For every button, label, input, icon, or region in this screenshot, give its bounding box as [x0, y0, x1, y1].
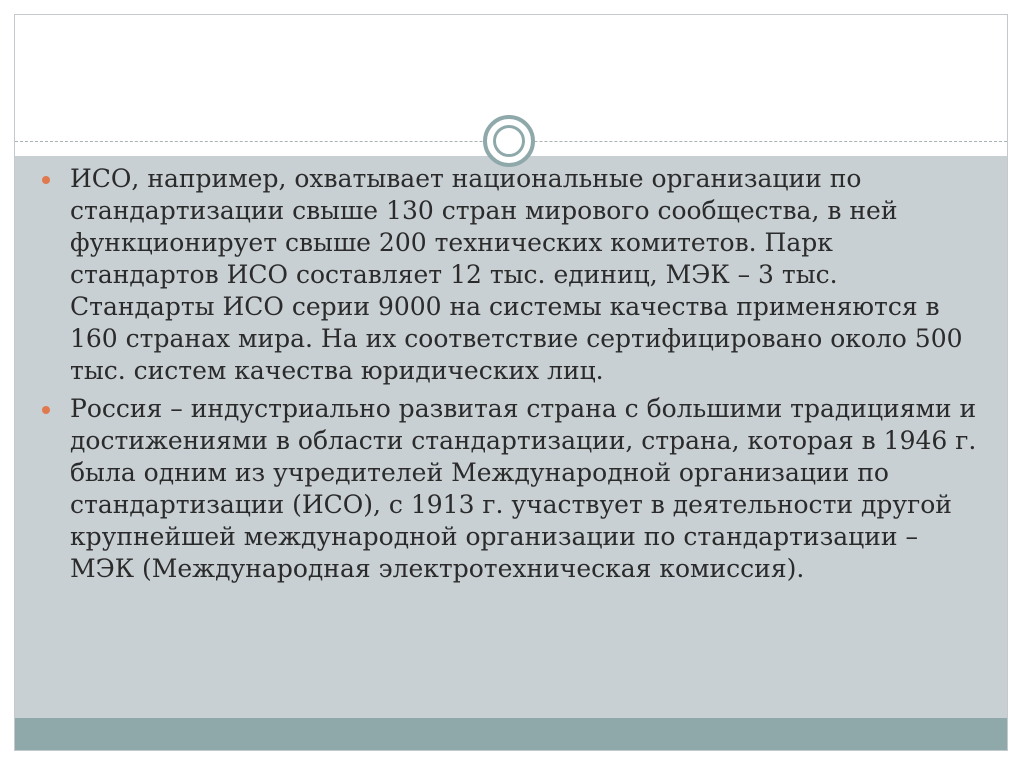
ring-inner: [493, 125, 525, 157]
double-ring-icon: [483, 115, 535, 167]
bullet-dot-icon: [42, 176, 50, 184]
footer-band: [15, 718, 1007, 751]
bullet-dot-icon: [42, 406, 50, 414]
bullet-text: Россия – индустриально развитая страна с большими традициями и достижениями в области стандартизации, страна, которая в 1946 г. была одним из учредителей Международной организации по стандартизации (ИСО), с 1913 г. участвует в деятельности другой крупнейшей международной организации по стандартизации – МЭК (Международная электротехническая комиссия).: [70, 394, 977, 583]
bullet-item: [38, 163, 978, 387]
bullet-text: ИСО, например, охватывает национальные организации по стандартизации свыше 130 стран мирового сообщества, в ней функционирует свыше 200 технических комитетов. Парк стандартов ИСО составляет 12 тыс. единиц, МЭК – 3 тыс. Стандарты ИСО серии 9000 на системы качества применяются в 160 странах мира. На их соответствие сертифицировано около 500 тыс. систем качества юридических лиц.: [70, 164, 963, 385]
bullet-item: [38, 393, 978, 585]
bullet-list: [38, 163, 978, 591]
